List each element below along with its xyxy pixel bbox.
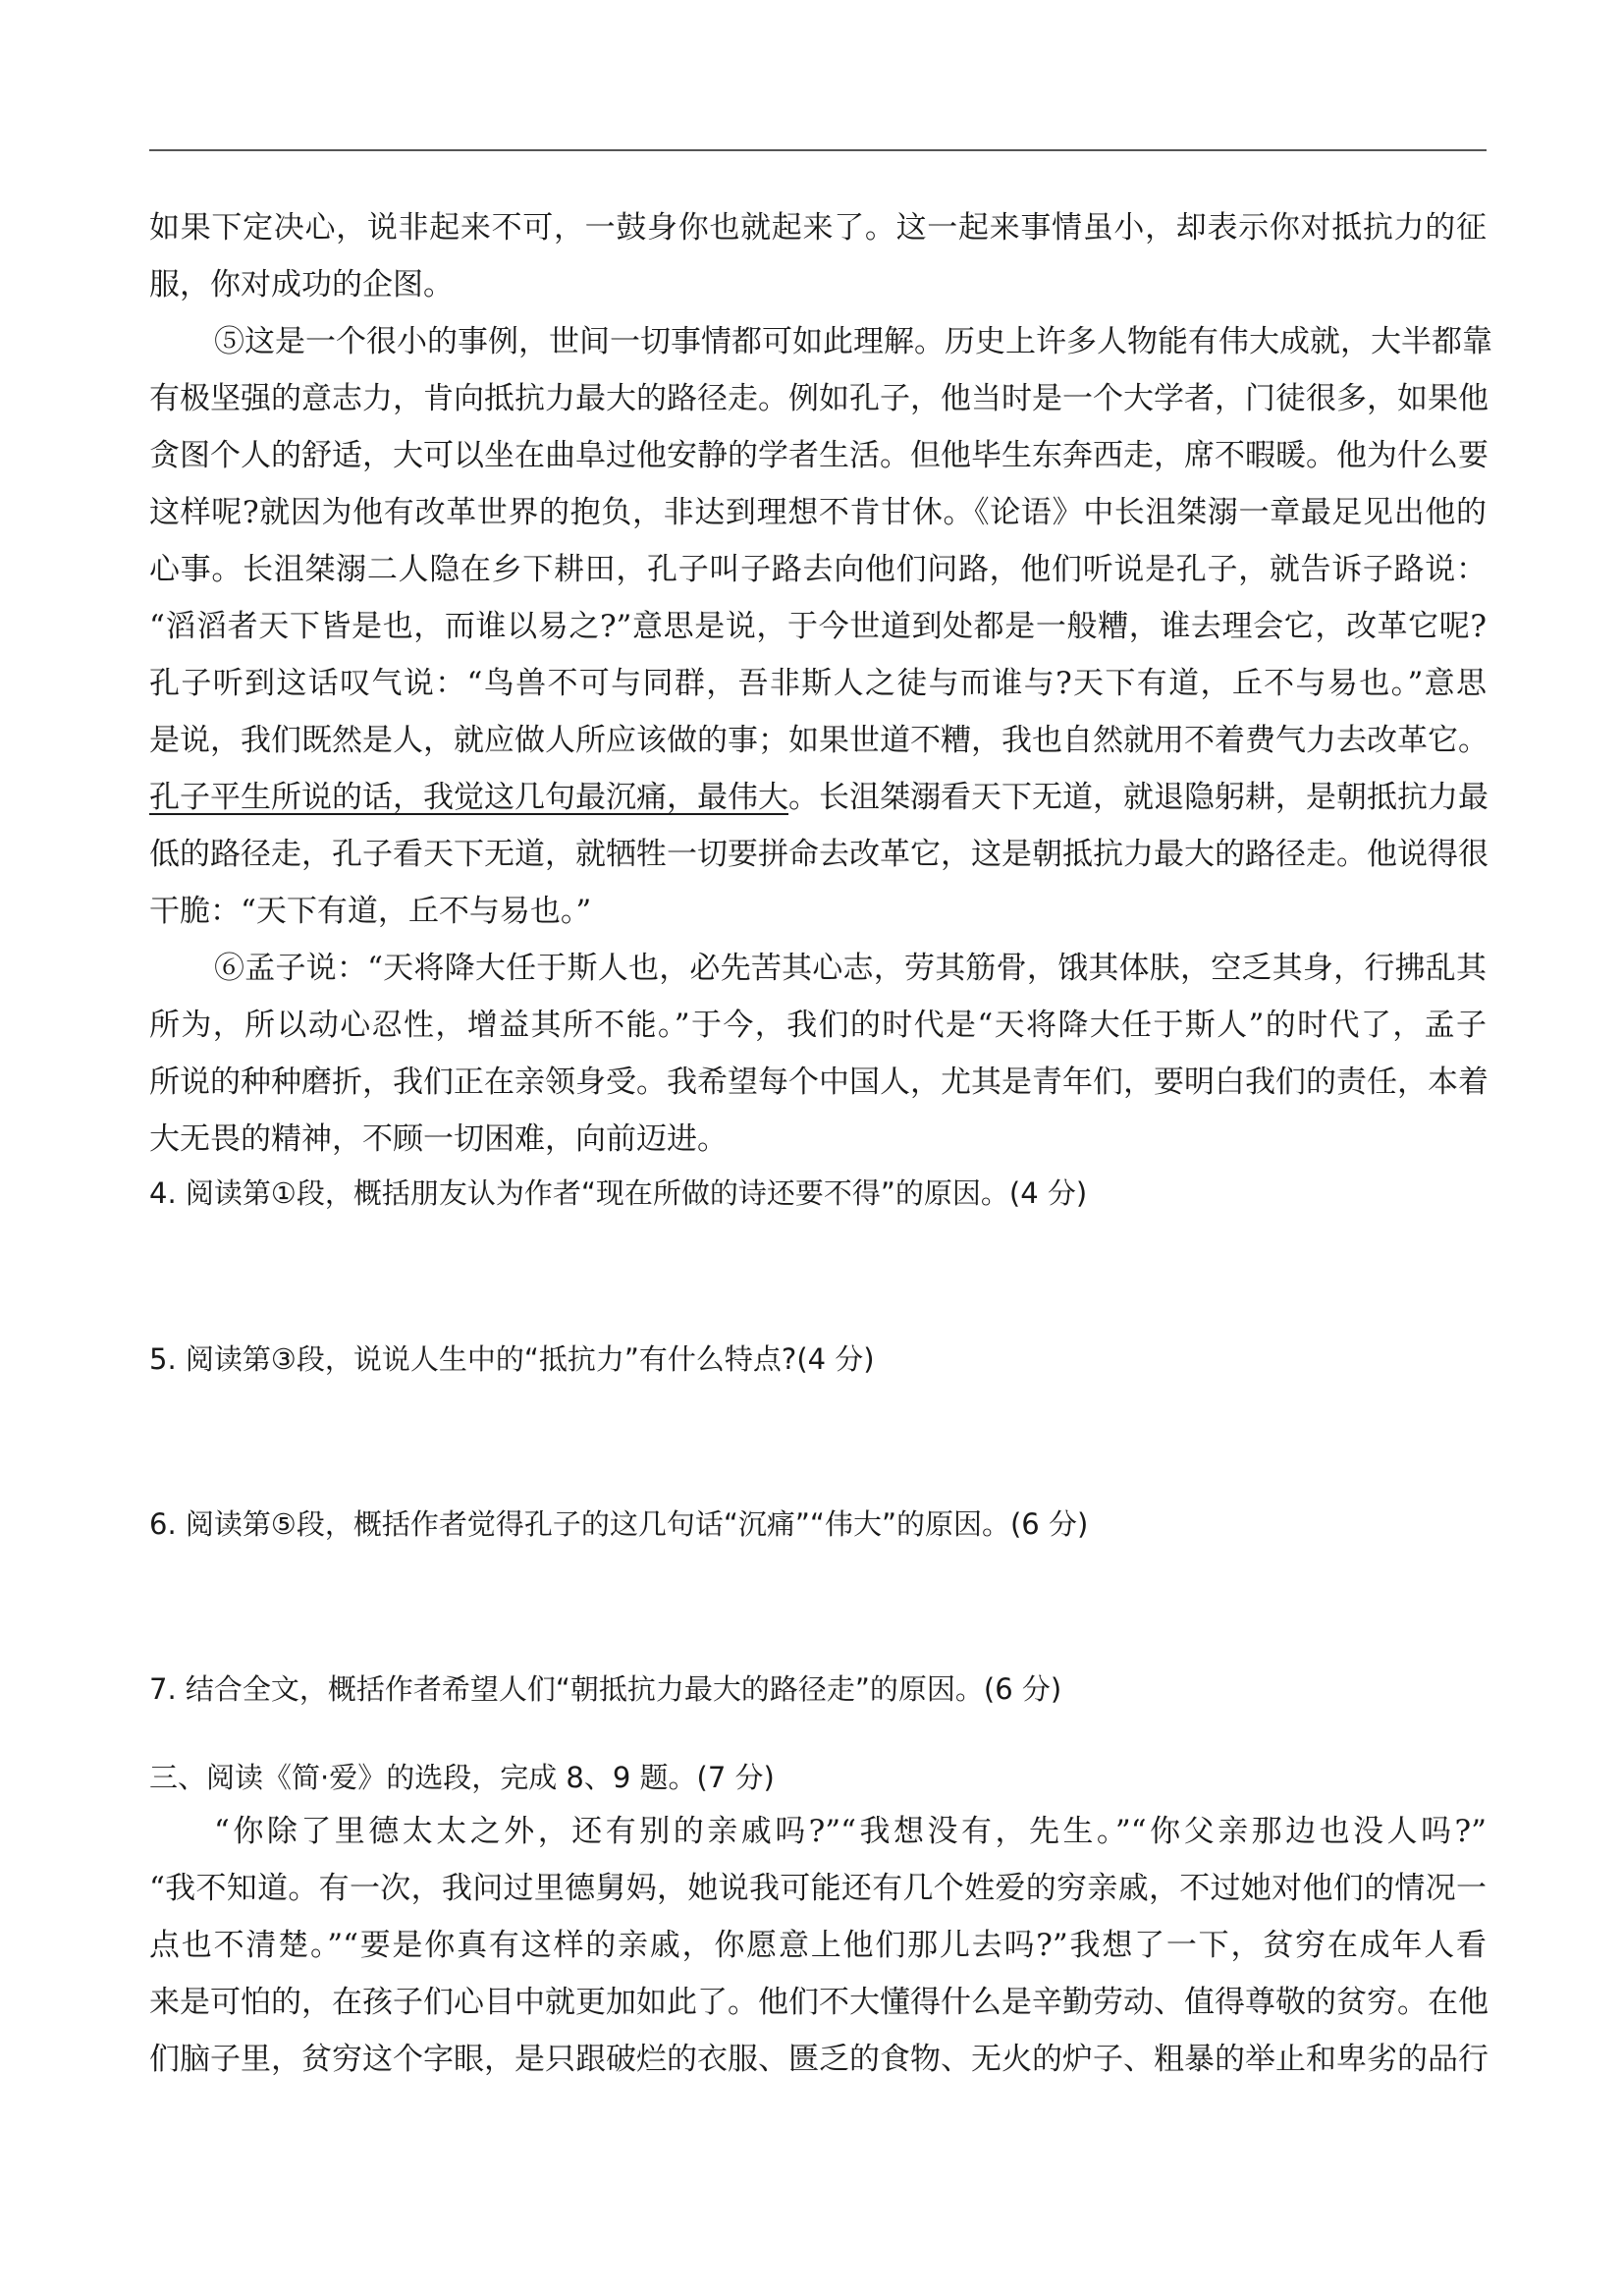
question-5: 5. 阅读第③段，说说人生中的“抵抗力”有什么特点?(4 分): [149, 1342, 875, 1376]
passage-line-underlined-sentence: [149, 778, 1487, 817]
passage-line: 干脆：“天下有道，丘不与易也。”: [149, 894, 592, 929]
section-3-heading: 三、阅读《简·爱》的选段，完成 8、9 题。(7 分): [149, 1761, 775, 1794]
passage-line: 所为，所以动心忍性，增益其所不能。”于今，我们的时代是“天将降大任于斯人”的时代了，孟子: [149, 1008, 1487, 1043]
passage-line: 点也不清楚。”“要是你真有这样的亲戚，你愿意上他们那儿去吗?”我想了一下，贫穷在成年人看: [149, 1928, 1487, 1963]
passage-line: 是说，我们既然是人，就应做人所应该做的事；如果世道不糟，我也自然就用不着费气力去改革它。: [149, 723, 1489, 758]
passage-line: “我不知道。有一次，我问过里德舅妈，她说我可能还有几个姓爱的穷亲戚，不过她对他们的情况一: [149, 1871, 1487, 1906]
passage-line: 来是可怕的，在孩子们心目中就更加如此了。他们不大懂得什么是辛勤劳动、值得尊敬的贫穷。在他: [149, 1985, 1489, 2020]
passage-line: 有极坚强的意志力，肯向抵抗力最大的路径走。例如孔子，他当时是一个大学者，门徒很多，如果他: [149, 381, 1489, 416]
passage-line: “你除了里德太太之外，还有别的亲戚吗?”“我想没有，先生。”“你父亲那边也没人吗?”: [214, 1814, 1487, 1849]
passage-line: 大无畏的精神，不顾一切困难，向前迈进。: [149, 1121, 728, 1157]
passage-line: 们脑子里，贫穷这个字眼，是只跟破烂的衣服、匮乏的食物、无火的炉子、粗暴的举止和卑劣的品行: [149, 2042, 1489, 2077]
passage-line-paragraph-6: ⑥孟子说：“天将降大任于斯人也，必先苦其心志，劳其筋骨，饿其体肤，空乏其身，行拂乱其: [214, 951, 1487, 986]
question-6: 6. 阅读第⑤段，概括作者觉得孔子的这几句话“沉痛”“伟大”的原因。(6 分): [149, 1507, 1089, 1541]
passage-line: 孔子听到这话叹气说：“鸟兽不可与同群，吾非斯人之徒与而谁与?天下有道，丘不与易也。”意思: [149, 666, 1487, 701]
passage-line: 这样呢?就因为他有改革世界的抱负，非达到理想不肯甘休。《论语》中长沮桀溺一章最足见出他的: [149, 495, 1487, 530]
passage-line: 低的路径走，孔子看天下无道，就牺牲一切要拼命去改革它，这是朝抵抗力最大的路径走。他说得很: [149, 837, 1489, 872]
underlined-sentence: 孔子平生所说的话，我觉这几句最沉痛，最伟大: [149, 780, 788, 815]
passage-line: 所说的种种磨折，我们正在亲领身受。我希望每个中国人，尤其是青年们，要明白我们的责任，本着: [149, 1065, 1489, 1100]
passage-line: 心事。长沮桀溺二人隐在乡下耕田，孔子叫子路去向他们问路，他们听说是孔子，就告诉子路说：: [149, 552, 1487, 587]
question-7: 7. 结合全文，概括作者希望人们“朝抵抗力最大的路径走”的原因。(6 分): [149, 1672, 1062, 1706]
passage-line: 贪图个人的舒适，大可以坐在曲阜过他安静的学者生活。但他毕生东奔西走，席不暇暖。他为什么要: [149, 438, 1489, 473]
passage-line-paragraph-5: ⑤这是一个很小的事例，世间一切事情都可如此理解。历史上许多人物能有伟大成就，大半都靠: [214, 324, 1492, 359]
header-rule: [149, 149, 1487, 151]
passage-line: 如果下定决心，说非起来不可，一鼓身你也就起来了。这一起来事情虽小，却表示你对抵抗力的征: [149, 210, 1487, 246]
question-4: 4. 阅读第①段，概括朋友认为作者“现在所做的诗还要不得”的原因。(4 分): [149, 1176, 1088, 1210]
sentence-continuation: 。长沮桀溺看天下无道，就退隐躬耕，是朝抵抗力最: [788, 780, 1489, 815]
passage-line: 服，你对成功的企图。: [149, 267, 454, 302]
passage-line: “滔滔者天下皆是也，而谁以易之?”意思是说，于今世道到处都是一般糟，谁去理会它，改革它呢?: [149, 609, 1487, 644]
